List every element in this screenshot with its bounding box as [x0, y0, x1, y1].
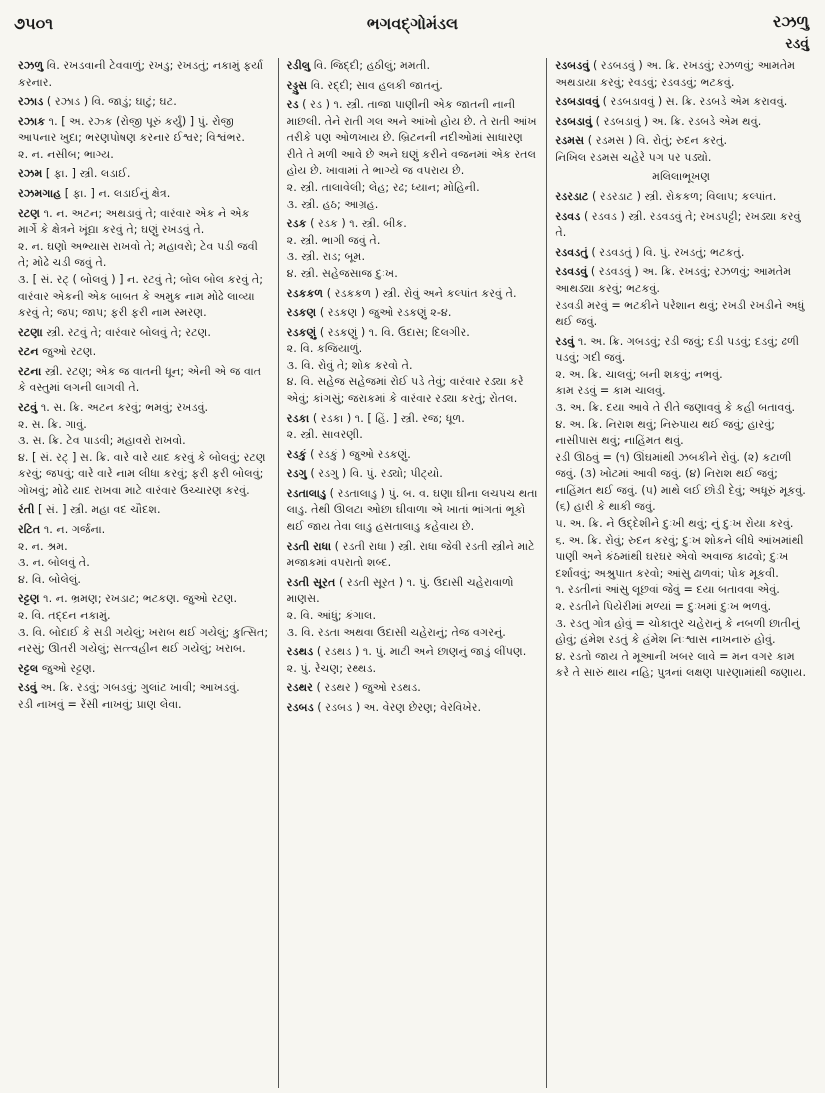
dictionary-entry — [555, 334, 807, 682]
headword: રટણા — [18, 325, 43, 339]
dictionary-entry — [555, 58, 807, 91]
headword: રડગુ — [286, 467, 307, 481]
headword: રડક — [286, 217, 307, 231]
definition: ( રડકણ ) જુઓ રડકણું ૨-૪. — [319, 306, 452, 320]
dictionary-entry — [287, 58, 539, 75]
definition: ( રડકું ) જુઓ રડકણું. — [310, 447, 411, 461]
dictionary-entry — [555, 133, 807, 166]
headword: રડબડવું — [555, 59, 590, 72]
headword: રંતી — [18, 503, 35, 517]
headword: રડથડ — [286, 645, 314, 659]
definition: [ ફા. ] સ્ત્રી. લડાઈ. — [45, 167, 131, 181]
headword: રડરડાટ — [555, 190, 589, 204]
page-number: ૭૫૦૧ — [14, 14, 54, 33]
definition: ૧. અ. ક્રિ. ગબડવું; રડી જવું; દડી પડવું; દડવું; ઢળી પડવું; ગદી જવું. ૨. અ. ક્રિ. ચાલવું; બની શકવું; નભવું. કામ રડવું = કામ ચાલવું. ૩. અ. ક્રિ. દયા આવે તે રીતે જણાવવું કે કહી બતાવવું. ૪. અ. ક્રિ. નિરાશ થવું; નિરુપાય થઈ જવું; હારવું; નાસીપાસ થવું; નાહિંમત થવું. રડી ઊઠવું = (૧) ઊંઘમાંથી ઝબકીને રોવું. (૨) કટાળી જવું. (૩) ખોટમાં આવી જવું. (૪) નિરાશ થઈ જવું; નાહિંમત થઈ જવું. (૫) માથે લઈ છોડી દેવું; અધૂરું મૂકવું. (૬) હારી કે થાકી જવું. ૫. અ. ક્રિ. ને ઉદ્દેશીને દુઃખી થવું; નું દુઃખ રોયા કરવું. ૬. અ. ક્રિ. રોવું; રુદન કરવું; દુઃખ શોકને લીધે આંખમાંથી પાણી અને કંઠમાંથી ઘરઘર એવો અવાજ કાઢવો; દુઃખ દર્શાવવું; અશ્રુપાત કરવો; આંસુ ઢાળવાં; પોક મૂકવી. ૧. રડતીનાં આંસુ લૂછવાં જેવું = દયા બતાવવા એવું. ૨. રડતીને પિયેરીમાં મળ્યાં = દુઃખમાં દુઃખ ભળવું. ૩. રડતુ ગોત્ર હોવું = ચોકાતુર ચહેરાનું કે નબળી છાતીનું હોવું; હંમેશ રડતું કે હંમેશ નિઃશ્વાસ નાખનારું હોવું. ૪. રડતો જાય તે મૂઆની ખબર લાવે = મન વગર કામ કરે તે સારું થાય નહિ; પુત્રનાં લક્ષણ પારણામાંથી જણાય. — [555, 334, 807, 680]
definition: અ. ક્રિ. રડવું; ગબડવું; ગુલાંટ ખાવી; આખડવું. રડી નાખવું = રેંસી નાખવું; પ્રાણ લેવા. — [18, 681, 240, 711]
definition: વિ. રખડવાની ટેવવાળું; રખડુ; રખડતું; નકામું ફર્યા કરનાર. — [18, 59, 264, 89]
dictionary-entry — [18, 680, 270, 713]
headword: રડકણું — [286, 325, 317, 339]
dictionary-columns — [10, 58, 815, 1088]
definition: ૧. ન. ગર્જના. ૨. ન. શ્રમ. ૩. ન. બોલવું તે. ૪. વિ. બોલેલું. — [18, 523, 106, 586]
definition: ( રડકા ) ૧. [ હિં. ] સ્ત્રી. રજ; ધૂળ. ૨. સ્ત્રી. સાવરણી. — [286, 411, 465, 442]
dictionary-entry — [555, 189, 807, 206]
definition: ( રડબડ ) અ. વેરણ છેરણ; વેરવિખેર. — [317, 700, 482, 714]
definition: વિ. રદ્દી; સાવ હલકી જાતનું. — [310, 78, 443, 92]
column-2 — [278, 58, 547, 1088]
dictionary-entry — [287, 286, 539, 303]
dictionary-entry — [555, 209, 807, 242]
definition: ( રડબડવું ) અ. ક્રિ. રખડવું; રઝળવું; આમતેમ અથડાયા કરવું; રવડવું; રડવડવું; ભટકવું. — [555, 59, 796, 89]
dictionary-entry — [18, 591, 270, 657]
definition: ૧. [ અ. રઝ્ક (રોજી પૂરું કર્યું) ] પું. રોજી આપનાર ખુદા; ભરણપોષણ કરનાર ઈશ્વર; વિશ્વંભર. ૨. ન. નસીબ; ભાગ્ય. — [18, 114, 245, 161]
headword: રડકા — [286, 411, 310, 425]
dictionary-entry — [287, 78, 539, 95]
headword: રઝાડ — [18, 95, 44, 109]
headword: રઝમગાહ — [18, 187, 62, 201]
dictionary-entry — [18, 166, 270, 183]
headword: રડબડાવવું — [555, 95, 600, 109]
headword: રડવડતું — [555, 245, 588, 259]
dictionary-entry — [287, 486, 539, 536]
dictionary-entry — [287, 680, 539, 697]
dictionary-entry — [287, 97, 539, 213]
dictionary-entry — [555, 114, 807, 131]
definition: ( રડક ) ૧. સ્ત્રી. બીક. ૨. સ્ત્રી. ભાગી જવું તે. ૩. સ્ત્રી. રાડ; બૂમ. ૪. સ્ત્રી. સહેજસાજ દુઃખ. — [286, 217, 407, 280]
definition: ( રડતી રાધા ) સ્ત્રી. રાધા જેવી રડતી સ્ત્રીને માટે મજાકમાં વપરાતો શબ્દ. — [286, 539, 535, 570]
definition: વિ. જિદ્દી; હઠીલું; મમતી. — [313, 59, 431, 72]
dictionary-entry — [287, 575, 539, 641]
headword: રડતાલાડુ — [286, 486, 327, 500]
dictionary-entry — [555, 245, 807, 262]
definition: ( રડરડાટ ) સ્ત્રી. રોકકળ; વિલાપ; કલ્પાંત. — [592, 190, 777, 204]
dictionary-entry — [18, 206, 270, 322]
definition: ૧. ન. ભ્રમણ; રખડાટ; ભટકણ. જુઓ રટણ. ૨. વિ. તદ્દન નકામું. ૩. વિ. બોદાઈ કે સડી ગયેલું; ખરાબ થઈ ગયેલું; કુત્સિત; નરસું; ઊતરી ગયેલું; સત્ત્વહીન થઈ ગયેલું; ખરાબ. — [18, 592, 269, 656]
dictionary-entry — [18, 58, 270, 91]
headword: રડબડ — [286, 700, 314, 714]
definition: જુઓ રટ્ટણ. — [41, 661, 96, 675]
dictionary-entry — [287, 216, 539, 282]
dictionary-entry — [18, 325, 270, 342]
headword: રડતી રાધા — [286, 539, 332, 553]
dictionary-entry — [287, 305, 539, 322]
dictionary-entry — [555, 264, 807, 330]
dictionary-entry — [18, 94, 270, 111]
headword: રડીલુ — [286, 59, 311, 72]
headword: રડથર — [286, 681, 313, 695]
headword: રડતી સૂરત — [286, 575, 336, 589]
dictionary-entry — [18, 114, 270, 164]
headword: રટ્ટલ — [18, 661, 39, 675]
headword: રઝળુ — [18, 59, 44, 72]
dictionary-entry — [287, 411, 539, 444]
guide-word-first: રઝળુ — [772, 12, 809, 31]
headword: રડવડવું — [555, 265, 588, 279]
dictionary-entry — [18, 400, 270, 499]
definition: જુઓ રટણ. — [42, 345, 97, 359]
definition: ( રડવડતું ) વિ. પું. રખડતું; ભટકતું. — [591, 245, 745, 259]
headword: રડ — [286, 98, 299, 112]
headword: રડબડાવું — [555, 114, 593, 128]
definition: ( રડબડાવવું ) સ. ક્રિ. રડબડે એમ કરાવવું. — [602, 95, 788, 109]
citation: મલિલાભૂખણ — [652, 170, 711, 184]
dictionary-entry — [18, 186, 270, 203]
dictionary-entry — [18, 522, 270, 588]
headword: રડમસ — [555, 134, 585, 148]
definition: ( રડવડ ) સ્ત્રી. રડવડવું તે; રખડપટ્ટી; રખડ્યા કરવું તે. — [555, 209, 801, 240]
headword: રડકું — [286, 447, 307, 461]
headword: રડ્ડુસ — [286, 78, 308, 92]
dictionary-entry — [18, 502, 270, 519]
column-1 — [10, 58, 278, 1088]
dictionary-entry — [18, 344, 270, 361]
definition: ( રડથડ ) ૧. પું. માટી અને છાણનું જાડું લીંપણ. ૨. પું. રેચણ; રથ્થડ. — [286, 645, 527, 675]
dictionary-entry — [287, 644, 539, 677]
headword: રડવું — [555, 334, 575, 348]
definition: ( રડતાલાડુ ) પું. બ. વ. ઘણા ઘીના લચપચ થતા લાડુ. તેથી ઊલટા ઓછા ઘીવાળા એ ખાતાં ભાંગતાં ભૂકો થઈ જાય તેવા લાડુ હસતાલાડુ કહેવાય છે. — [286, 486, 538, 534]
headword: રડકણ — [286, 306, 317, 320]
guide-word-last: રડવું — [785, 36, 809, 52]
definition: ૧. ન. અટન; અથડાવું તે; વારંવાર એક ને એક માર્ગે કે ક્ષેત્રને ખૂંદ્યા કરવું તે; ઘણું રખડવું તે. ૨. ન. ઘણો અભ્યાસ રાખવો તે; મહાવરો; ટેવ પડી જવી તે; મોઢે ચડી જવું તે. ૩. [ સં. રટ્ ( બોલવું ) ] ન. રટવું તે; બોલ બોલ કરવું તે; વારંવાર એકની એક બાબત કે અમુક નામ મોઢે લાવ્યા કરવું તે; જપ; જાપ; ફરી ફરી નામ સ્મરણ. — [18, 206, 264, 320]
headword: રઝમ — [18, 167, 43, 181]
definition: ( રડકણું ) ૧. વિ. ઉદાસ; દિલગીર. ૨. વિ. કજિયાળું. ૩. વિ. રોવું તે; શોક કરવો તે. ૪. વિ. સહેજ સહેજમાં રોઈ પડે તેવું; વારંવાર રડ્યા કરે એવું; કાંગસું; જરાકમાં કે વારંવાર રડ્યા કરતું; રોતલ. — [286, 325, 524, 405]
definition: ( રડકકળ ) સ્ત્રી. રોવું અને કલ્પાંત કરવું તે. — [326, 286, 517, 300]
dictionary-entry — [287, 447, 539, 464]
column-3 — [546, 58, 815, 1088]
headword: રટના — [18, 364, 42, 378]
definition: [ સં. ] સ્ત્રી. મહા વદ ચૌદશ. — [37, 503, 161, 517]
headword: રટિત — [18, 523, 41, 537]
dictionary-entry — [287, 466, 539, 483]
headword: રટવું — [18, 400, 38, 414]
dictionary-entry — [18, 364, 270, 397]
definition: સ્ત્રી. રટણ; એક જ વાતની ધૂન; એની એ જ વાત કે વસ્તુમાં લગની લાગવી તે. — [18, 364, 262, 395]
definition: ( રઝાડ ) વિ. જાડું; ઘાટું; ઘટ. — [46, 95, 177, 109]
page-header — [0, 0, 825, 58]
dictionary-entry — [287, 325, 539, 408]
headword: રડવડ — [555, 209, 581, 223]
running-title: ભગવદ્ગોમંડલ — [366, 14, 459, 33]
headword: રટન — [18, 345, 39, 359]
definition: ૧. સ. ક્રિ. અટન કરવું; ભમવું; રખડવું. ૨. સ. ક્રિ. ગાવું. ૩. સ. ક્રિ. ટેવ પાડવી; મહાવરો રાખવો. ૪. [ સં. રટ્ ] સ. ક્રિ. વારે વારે યાદ કરવું કે બોલવું; રટણ કરવું; જપવું; વારે વારે નામ લીધા કરવું; ફરી ફરી બોલવું; ગોખવું; મોઢે યાદ રાખવા માટે વારંવાર ઉચ્ચારણ કરવું. — [18, 400, 266, 497]
headword: રટણ — [18, 206, 41, 220]
dictionary-entry — [287, 539, 539, 572]
headword: રટ્ટણ — [18, 592, 40, 606]
definition: ( રડમસ ) વિ. રોતું; રુદન કરતું. નિખિલ રડમસ ચહેરે પગ પર પડ્યો. — [555, 134, 728, 164]
definition: ( રડવડવું ) અ. ક્રિ. રખડવું; રઝળવું; આમતેમ આથડ્યા કરવું; ભટકવું. રડવડી મરવું = ભટકીને પરેશાન થવું; રખડી રખડીને અધું થઈ જવું. — [555, 265, 805, 329]
definition: સ્ત્રી. રટવું તે; વારંવાર બોલવું તે; રટણ. — [46, 325, 211, 339]
definition: [ ફા. ] ન. લડાઈનું ક્ષેત્ર. — [64, 187, 171, 201]
headword: રઝાક — [18, 114, 46, 128]
definition: ( રડતી સૂરત ) ૧. પું. ઉદાસી ચહેરાવાળો માણસ. ૨. વિ. આંધું; કંગાલ. ૩. વિ. રડતા અથવા ઉદાસી ચહેરાનું; તેજ વગરનું. — [286, 575, 514, 639]
dictionary-entry — [18, 661, 270, 678]
definition: ( રડ ) ૧. સ્ત્રી. તાજા પાણીની એક જાતની નાની માછલી. તેને રાતી ગલ અને આંખો હોય છે. તે રાતી આંખ તરીકે પણ ઓળખાય છે. બ્રિટનની નદીઓમાં સાધારણ રીતે તે મળી આવે છે અને ઘણું કરીને વજનમાં એક રતલ હોય છે. ખાવામાં તે ભાગ્યે જ વપરાય છે. ૨. સ્ત્રી. તાલાવેલી; લેહ; રઢ; ધ્યાન; મોહિની. ૩. સ્ત્રી. હઠ; આગ્રહ. — [286, 98, 537, 211]
headword: રડકકળ — [286, 286, 324, 300]
definition: ( રડગુ ) વિ. પું. રડ્યો; પીટ્યો. — [310, 467, 443, 481]
dictionary-entry — [287, 700, 539, 717]
headword: રડવું — [18, 681, 37, 695]
definition: ( રડબડાવું ) અ. ક્રિ. રડબડે એમ થવું. — [595, 114, 762, 128]
dictionary-entry — [555, 94, 807, 111]
definition: ( રડથર ) જુઓ રડથડ. — [316, 681, 421, 695]
